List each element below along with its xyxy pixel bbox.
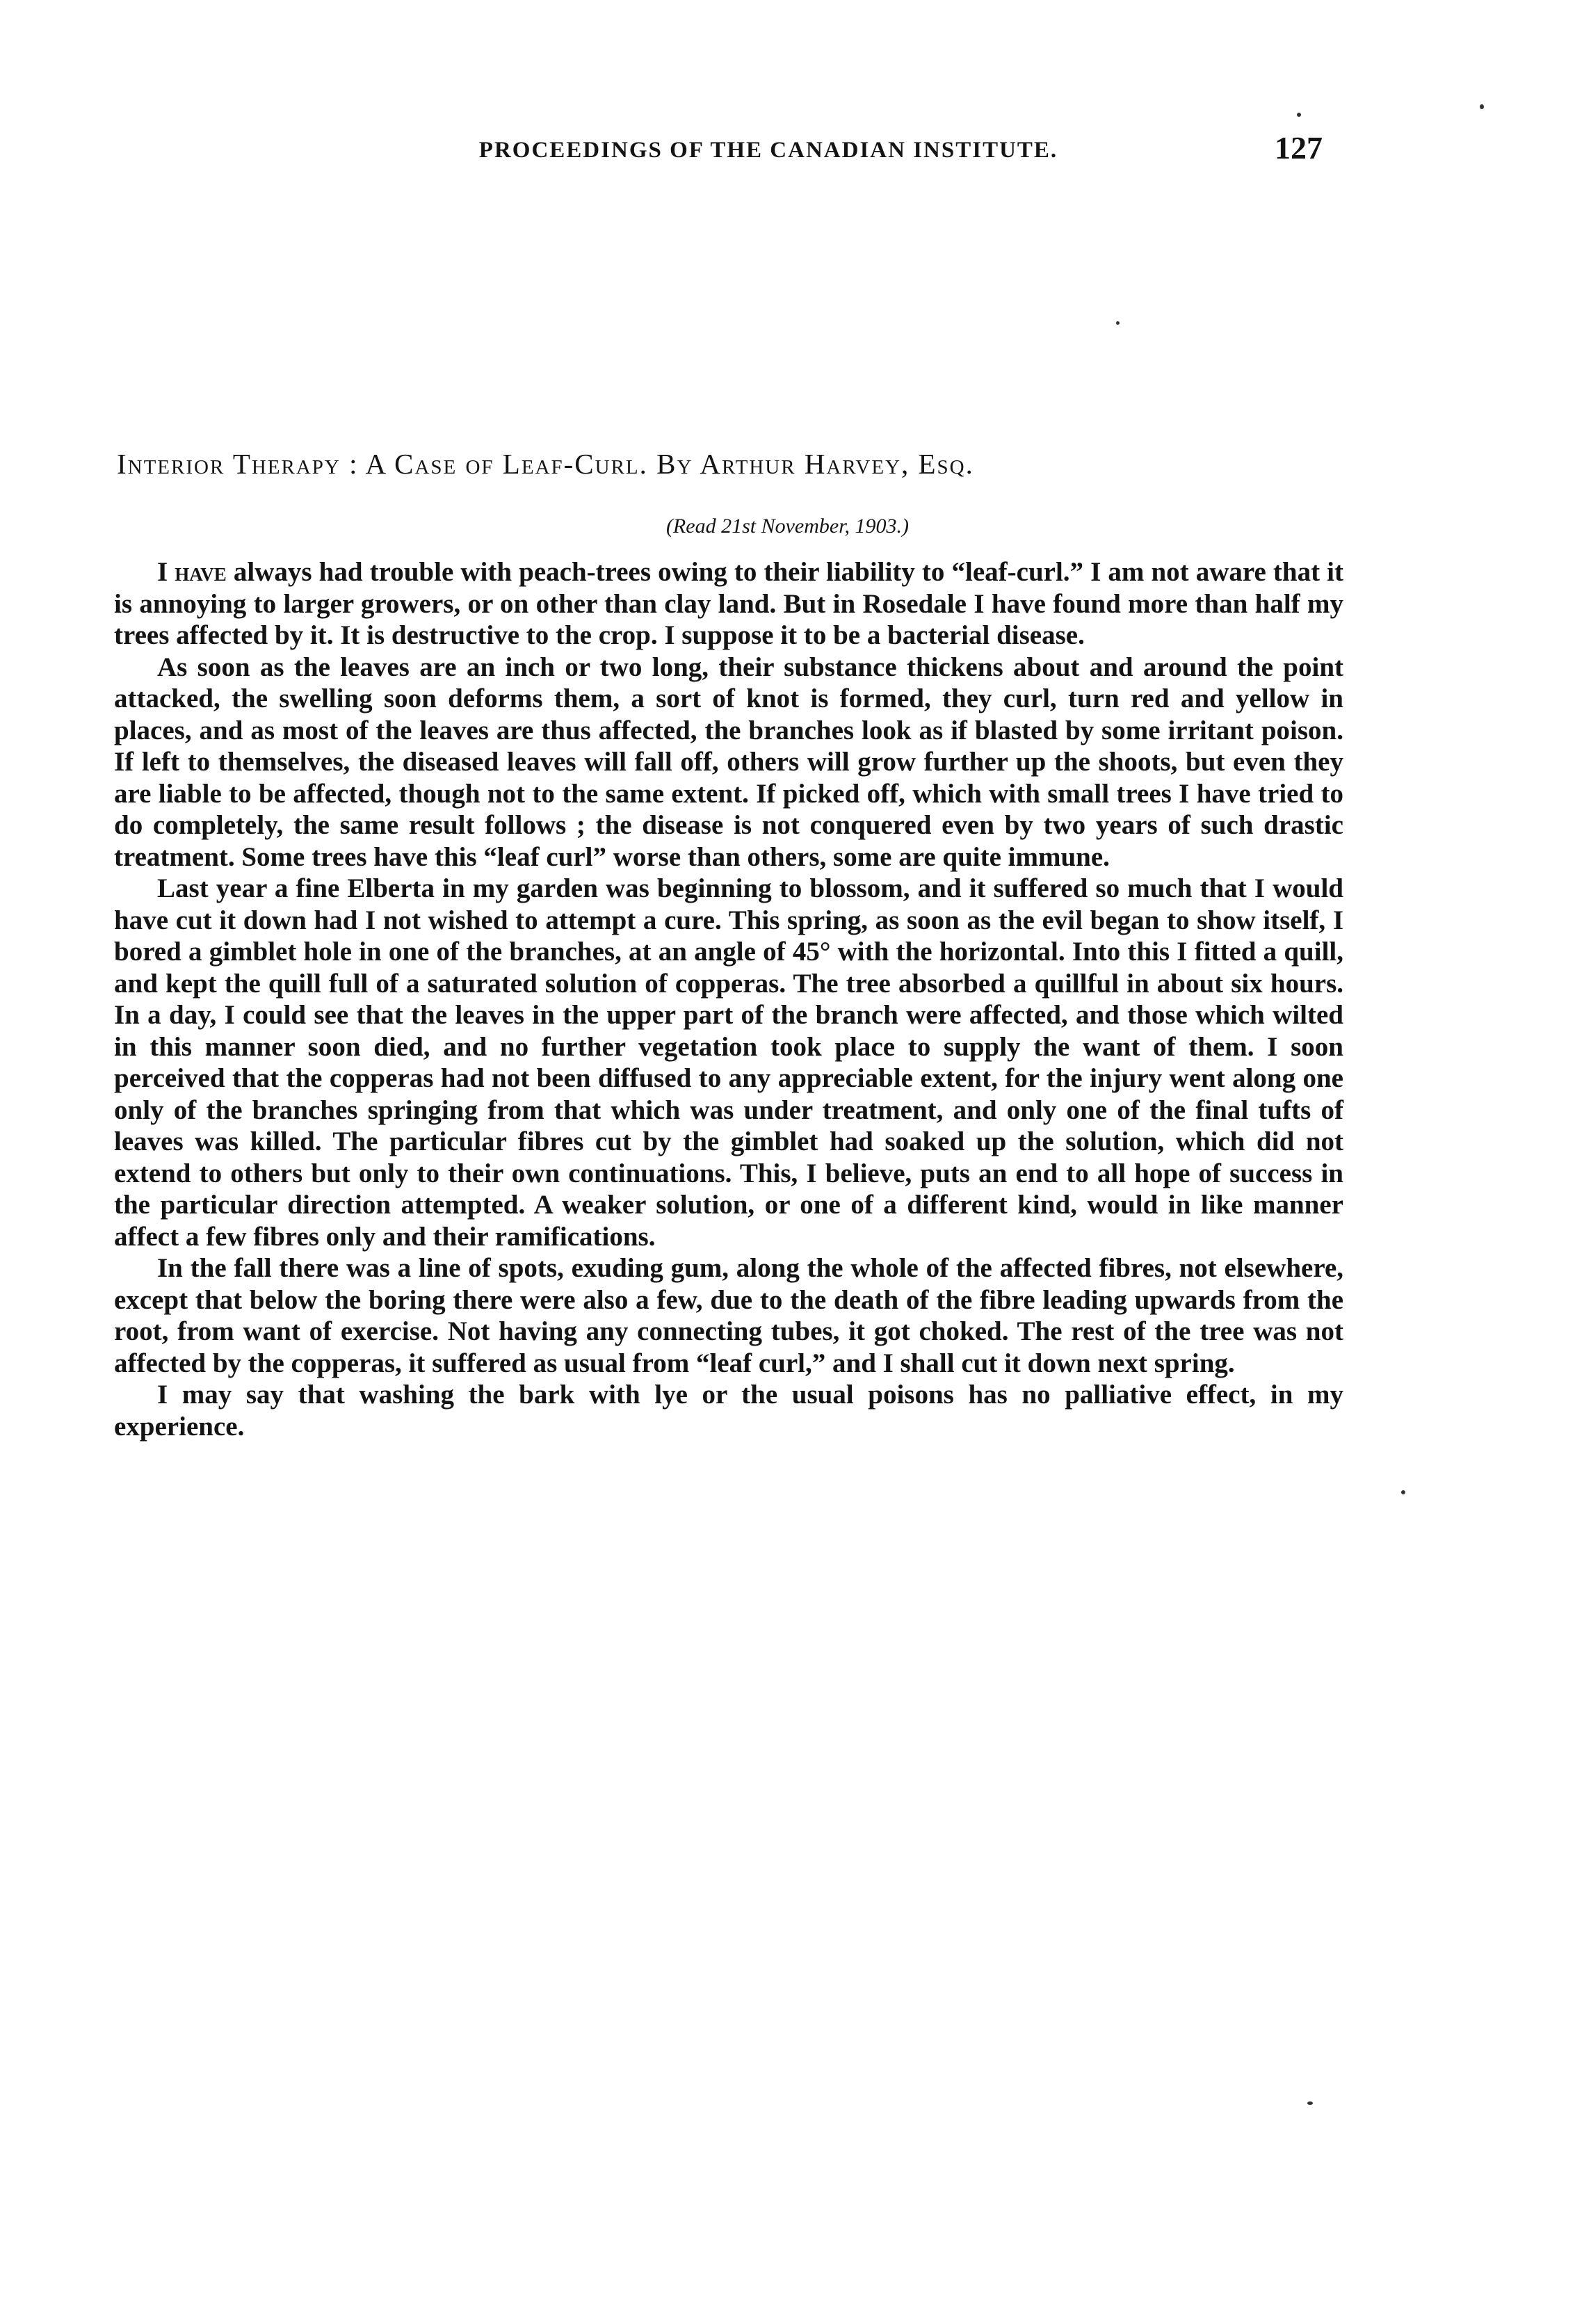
paragraph-5: I may say that washing the bark with lye or the usual poisons has no palliative effect, in my experience.: [114, 1380, 1343, 1442]
paragraph-1-lead-in: I have: [157, 557, 227, 587]
paragraph-4: In the fall there was a line of spots, exuding gum, along the whole of the affected fibres, not elsewhere, except that below the boring there were also a few, due to the death of the fibre leading upwards from the root, from want of exercise. Not having any connecting tubes, it got choked. The rest of the tree was not affected by the copperas, it suffered as usual from “leaf curl,” and I shall cut it down next spring.: [114, 1253, 1343, 1378]
scan-speck: [1307, 2101, 1313, 2105]
article-body: [114, 556, 1343, 1442]
article-title: Interior Therapy : A Case of Leaf-Curl. By Arthur Harvey, Esq.: [117, 448, 974, 480]
running-head: PROCEEDINGS OF THE CANADIAN INSTITUTE.: [478, 138, 1058, 163]
scan-speck: [1401, 1490, 1405, 1494]
scan-speck: [1480, 104, 1484, 109]
scan-speck: [1297, 113, 1301, 117]
read-date: (Read 21st November, 1903.): [665, 515, 910, 538]
scan-speck: [1116, 321, 1120, 325]
paragraph-2: As soon as the leaves are an inch or two long, their substance thickens about and around the point attacked, the swelling soon deforms them, a sort of knot is formed, they curl, turn red and yellow in places, and as most of the leaves are thus affected, the branches look as if blasted by some irritant poison. If left to themselves, the diseased leaves will fall off, others will grow further up the shoots, but even they are liable to be affected, though not to the same extent. If picked off, which with small trees I have tried to do completely, the same result follows ; the disease is not conquered even by two years of such drastic treatment. Some trees have this “leaf curl” worse than others, some are quite immune.: [114, 652, 1343, 872]
page-number: 127: [1275, 130, 1323, 166]
paragraph-3: Last year a fine Elberta in my garden was beginning to blossom, and it suffered so much that I would have cut it down had I not wished to attempt a cure. This spring, as soon as the evil began to show itself, I bored a gimblet hole in one of the branches, at an angle of 45° with the horizontal. Into this I fitted a quill, and kept the quill full of a saturated solution of copperas. The tree absorbed a quillful in about six hours. In a day, I could see that the leaves in the upper part of the branch were affected, and those which wilted in this manner soon died, and no further vegetation took place to supply the want of them. I soon perceived that the copperas had not been diffused to any appreciable extent, for the injury went along one only of the branches springing from that which was under treatment, and only one of the final tufts of leaves was killed. The particular fibres cut by the gimblet had soaked up the solution, which did not extend to others but only to their own continuations. This, I believe, puts an end to all hope of success in the particular direction attempted. A weaker solution, or one of a different kind, would in like manner affect a few fibres only and their ramifications.: [114, 873, 1343, 1252]
paragraph-1: [114, 556, 1343, 652]
paragraph-1-text: always had trouble with peach-trees owing to their liability to “leaf-curl.” I am not aware that it is annoying to larger growers, or on other than clay land. But in Rosedale I have found more than half my trees affected by it. It is destructive to the crop. I suppose it to be a bacterial disease.: [114, 557, 1343, 650]
